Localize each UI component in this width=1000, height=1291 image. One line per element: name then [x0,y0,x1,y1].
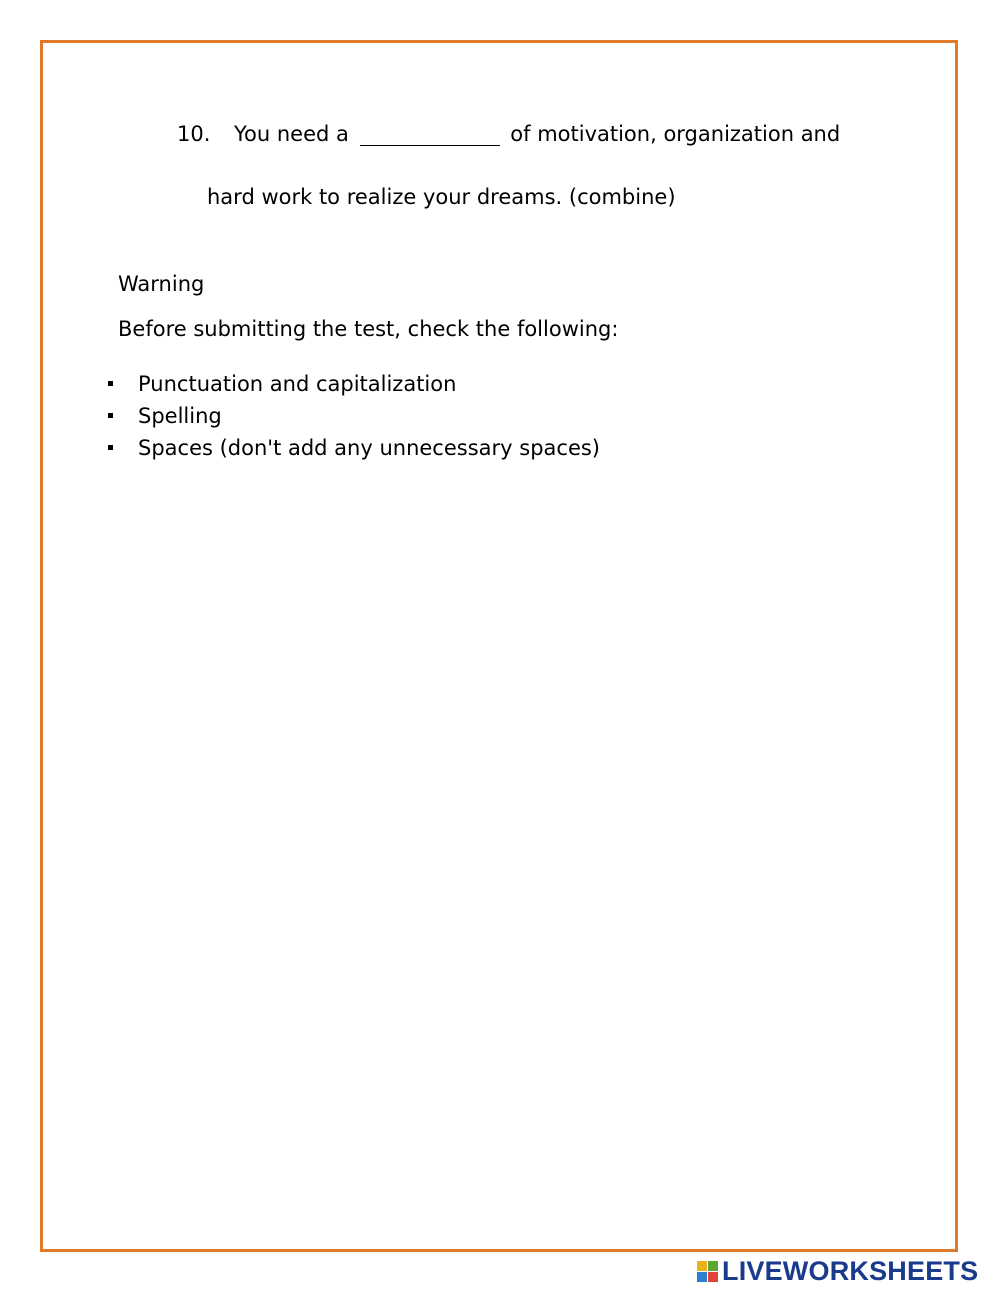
checklist-item-label: Punctuation and capitalization [138,372,457,396]
checklist-item [108,368,600,400]
bullet-icon [108,381,113,386]
checklist-item [108,400,600,432]
bullet-icon [108,445,113,450]
logo-square-icon [708,1261,718,1271]
logo-squares-icon [697,1261,718,1282]
checklist-item-label: Spaces (don't add any unnecessary spaces) [138,436,600,460]
logo-square-icon [708,1272,718,1282]
question-text-before-blank: You need a [234,122,349,146]
question-line-1 [234,120,840,148]
bullet-icon [108,413,113,418]
checklist-item-label: Spelling [138,404,222,428]
question-line-2: hard work to realize your dreams. (combine) [207,185,676,209]
warning-title: Warning [118,272,205,296]
warning-checklist [108,368,600,464]
logo-text: LIVEWORKSHEETS [722,1255,979,1286]
checklist-item [108,432,600,464]
logo-square-icon [697,1261,707,1271]
liveworksheets-logo [697,1256,978,1286]
worksheet-frame [40,40,958,1252]
question-number: 10. [177,122,211,146]
answer-blank-input[interactable] [360,125,500,146]
warning-intro: Before submitting the test, check the following: [118,317,619,341]
logo-square-icon [697,1272,707,1282]
question-text-after-blank: of motivation, organization and [510,122,841,146]
